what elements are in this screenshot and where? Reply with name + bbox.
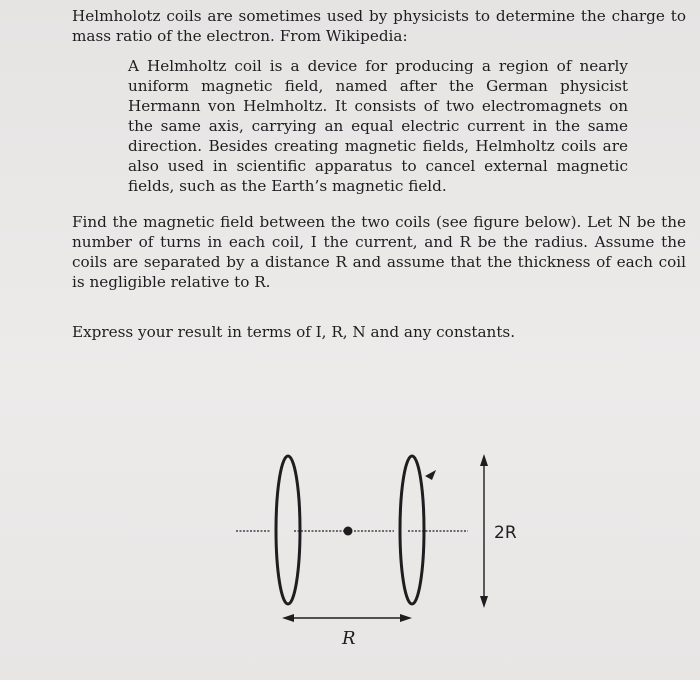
helmholtz-figure [220, 440, 540, 660]
center-point [344, 527, 353, 536]
height-arrow-top-icon [480, 454, 488, 466]
current-arrow-icon [425, 470, 436, 480]
intro-paragraph: Helmholotz coils are sometimes used by physicists to determine the charge to mass ratio of the electron. From Wikipedia: [72, 7, 686, 45]
left-coil [276, 456, 300, 604]
separation-arrow-left-icon [282, 614, 294, 622]
height-label: 2R [494, 523, 517, 543]
height-arrow-bottom-icon [480, 596, 488, 608]
instruction-paragraph: Express your result in terms of I, R, N and any constants. [72, 323, 516, 341]
separation-label: R [342, 628, 356, 649]
separation-arrow-right-icon [400, 614, 412, 622]
wikipedia-quote: A Helmholtz coil is a device for producing a region of nearly uniform magnetic field, named after the German physicist Hermann von Helmholtz. It consists of two electromagnets on the same axis, carrying an equal electric current in the same direction. Besides creating magnetic fields, Helmholtz coils are also used in scientific apparatus to cancel external magnetic fields, such as the Earth’s magnetic field. [128, 57, 628, 195]
task-paragraph: Find the magnetic field between the two coils (see figure below). Let N be the number of turns in each coil, I the current, and R be the radius. Assume the coils are separated by a distance R and assume that the thickness of each coil is negligible relative to R. [72, 213, 686, 291]
